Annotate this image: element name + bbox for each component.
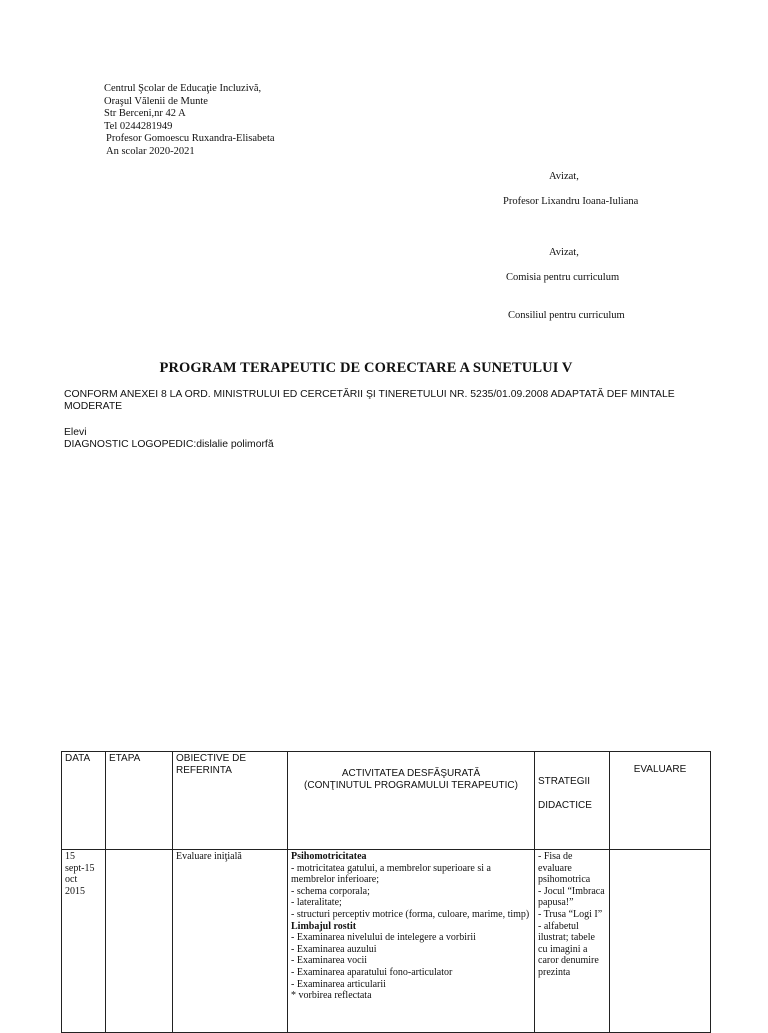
header-evaluare: EVALUARE	[610, 752, 711, 850]
header-line-city: Oraşul Vălenii de Munte	[104, 95, 208, 107]
header-activitatea-line2: (CONŢINUTUL PROGRAMULUI TERAPEUTIC)	[304, 779, 518, 791]
activity-item: - schema corporala;	[291, 885, 370, 897]
student-info	[64, 427, 274, 450]
date-line: sept-15	[65, 862, 95, 874]
elevi-label: Elevi	[64, 427, 87, 438]
conform-note: CONFORM ANEXEI 8 LA ORD. MINISTRULUI ED CERCETĂRII ŞI TINERETULUI NR. 5235/01.09.2008 ADAPTATĂ DEF MINTALE MODERATE	[64, 389, 675, 412]
school-header	[104, 83, 275, 159]
activity-item: - lateralitate;	[291, 897, 342, 909]
strategy-item: - Jocul “Imbraca papusa!”	[538, 885, 605, 909]
activity-item: - Examinarea articularii	[291, 978, 386, 990]
strategy-item: - alfabetul ilustrat; tabele cu imagini a caror denumire prezinta	[538, 920, 599, 978]
header-line-street: Str Berceni,nr 42 A	[104, 108, 186, 120]
header-strategii-line2: DIDACTICE	[538, 799, 592, 811]
activity-item: - structuri perceptiv motrice (forma, culoare, marime, timp)	[291, 908, 530, 920]
cell-data	[62, 850, 106, 1033]
header-strategii	[535, 752, 610, 850]
strategy-item: - Fisa de evaluare psihomotrica	[538, 851, 591, 886]
activity-item: - motricitatea gatului, a membrelor superioare si a membrelor inferioare;	[291, 862, 491, 886]
approval-signer-3: Consiliul pentru curriculum	[508, 310, 625, 321]
approval-signer-1: Profesor Lixandru Ioana-Iuliana	[503, 196, 639, 207]
date-line: 15	[65, 851, 75, 862]
header-etapa: ETAPA	[106, 752, 173, 850]
activity-item: - Examinarea auzului	[291, 943, 377, 955]
header-activitatea-line1: ACTIVITATEA DESFĂŞURATĂ	[341, 768, 481, 779]
section-title-psihomotricitate: Psihomotricitatea	[291, 851, 367, 862]
activity-item: - Examinarea aparatului fono-articulator	[291, 966, 453, 978]
header-line-school: Centrul Şcolar de Educaţie Incluzivă,	[104, 83, 262, 94]
table-row	[62, 850, 711, 1033]
header-data: DATA	[62, 752, 106, 850]
header-obiective: OBIECTIVE DE REFERINTA	[173, 752, 288, 850]
page-title: PROGRAM TERAPEUTIC DE CORECTARE A SUNETULUI V	[159, 360, 573, 376]
header-line-teacher: Profesor Gomoescu Ruxandra-Elisabeta	[106, 133, 275, 145]
cell-etapa	[106, 850, 173, 1033]
header-strategii-line1: STRATEGII	[538, 776, 591, 787]
avizat-label-1: Avizat,	[549, 171, 579, 182]
activity-item: - Examinarea vocii	[291, 955, 368, 967]
cell-activitatea	[288, 850, 535, 1033]
cell-obiective: Evaluare iniţială	[173, 850, 288, 1033]
strategy-item: - Trusa “Logi I”	[538, 908, 603, 920]
avizat-label-2: Avizat,	[549, 247, 579, 258]
cell-strategii	[535, 850, 610, 1033]
section-title-limbaj: Limbajul rostit	[291, 920, 357, 932]
header-activitatea	[288, 752, 535, 850]
date-line: oct	[65, 874, 78, 886]
activity-item: - Examinarea nivelului de intelegere a vorbirii	[291, 932, 476, 944]
diagnostic-label: DIAGNOSTIC LOGOPEDIC:dislalie polimorfă	[64, 438, 274, 450]
date-line: 2015	[65, 885, 85, 897]
program-table	[61, 751, 711, 1033]
activity-item: * vorbirea reflectata	[291, 990, 372, 1002]
table-header-row	[62, 752, 711, 850]
cell-evaluare	[610, 850, 711, 1033]
header-line-year: An scolar 2020-2021	[106, 145, 195, 157]
header-line-phone: Tel 0244281949	[104, 120, 173, 132]
approval-signer-2: Comisia pentru curriculum	[506, 272, 620, 283]
